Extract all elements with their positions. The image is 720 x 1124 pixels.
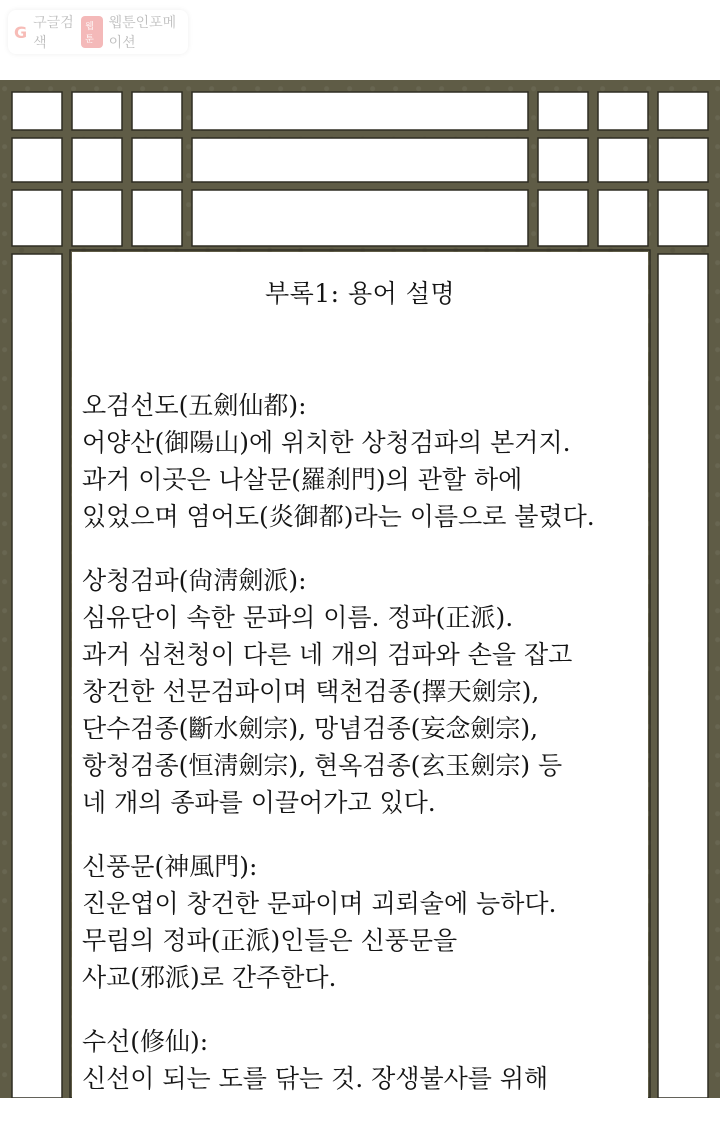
glossary-entry [82,1023,642,1097]
glossary-line: 신선이 되는 도를 닦는 것. 장생불사를 위해 [82,1064,549,1093]
glossary-entry [82,562,642,821]
glossary-line: 심유단이 속한 문파의 이름. 정파(正派). [82,603,514,632]
glossary-line: 항청검종(恒淸劍宗), 현옥검종(玄玉劍宗) 등 [82,751,563,780]
glossary-term: 신풍문(神風門): [82,852,258,881]
glossary-line: 네 개의 종파를 이끌어가고 있다. [82,788,436,817]
watermark-site-text: 웹툰인포메이션 [108,15,177,51]
watermark-search-text: 구글검색 [33,15,74,51]
site-watermark [8,10,188,54]
glossary-term: 오검선도(五劍仙都): [82,391,307,420]
glossary-line: 단수검종(斷水劍宗), 망념검종(妄念劍宗), [82,714,539,743]
glossary-line: 과거 이곳은 나살문(羅刹門)의 관할 하에 [82,465,523,494]
glossary-line: 진운엽이 창건한 문파이며 괴뢰술에 능하다. [82,889,557,918]
glossary-line: 어양산(御陽山)에 위치한 상청검파의 본거지. [82,428,571,457]
watermark-badge: 웹툰 [81,16,102,48]
appendix-panel [72,252,648,1098]
glossary-line: 창건한 선문검파이며 택천검종(擇天劍宗), [82,677,540,706]
glossary-list [82,387,642,1124]
google-logo-icon: G [14,22,28,42]
glossary-line: 과거 심천청이 다른 네 개의 검파와 손을 잡고 [82,640,573,669]
glossary-term: 수선(修仙): [82,1027,209,1056]
glossary-entry [82,848,642,996]
glossary-line: 사교(邪派)로 간주한다. [82,963,337,992]
glossary-term: 상청검파(尙淸劍派): [82,566,307,595]
glossary-entry [82,387,642,535]
glossary-line: 있었으며 염어도(炎御都)라는 이름으로 불렸다. [82,502,595,531]
appendix-title: 부록1: 용어 설명 [264,279,456,308]
glossary-line: 무림의 정파(正派)인들은 신풍문을 [82,926,458,955]
